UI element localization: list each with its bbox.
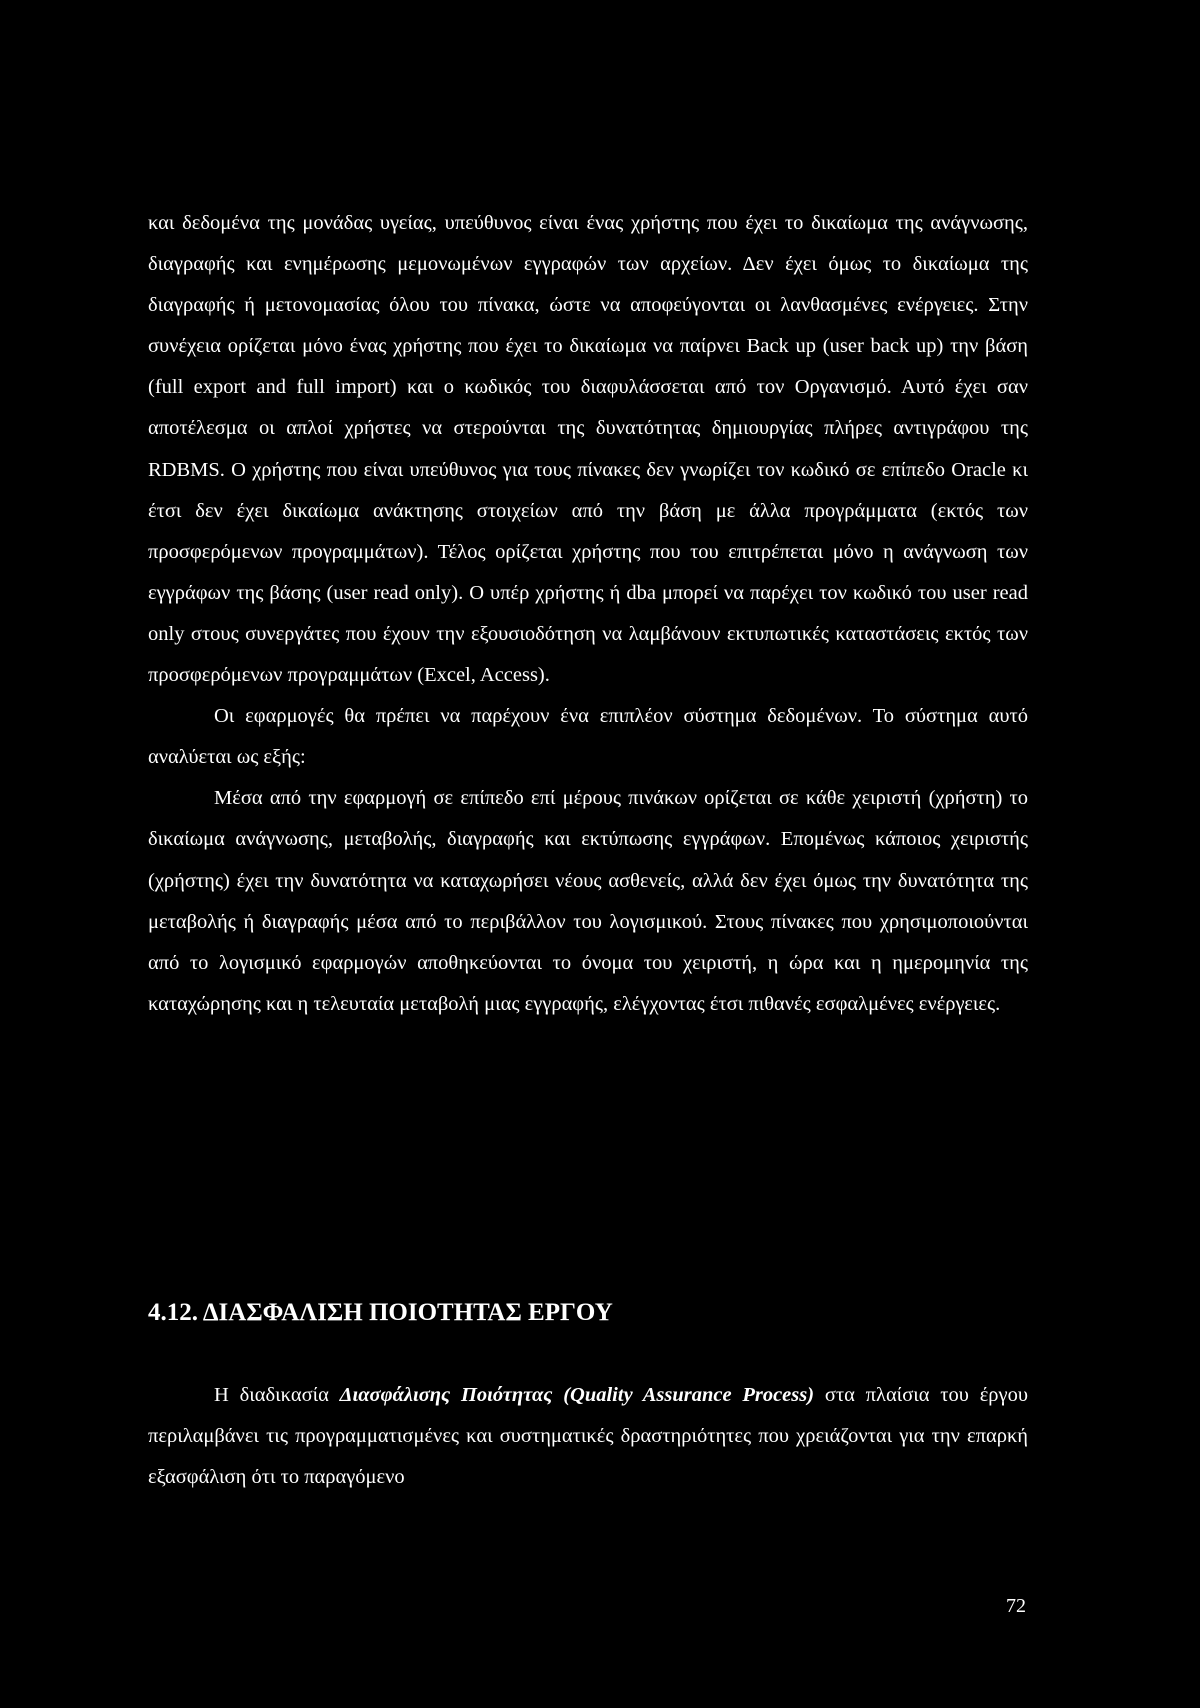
- qa-text-after: στα πλαίσια του έργου περιλαμβάνει τις προγραμματισμένες και συστηματικές δραστηριότητες που χρειάζονται για την επαρκή εξασφάλιση ότι το παραγόμενο: [148, 1384, 1028, 1489]
- qa-text-before: Η διαδικασία: [214, 1384, 340, 1406]
- section-body: [148, 1375, 1028, 1498]
- body-text: [148, 203, 1028, 1025]
- paragraph-quality-assurance: [148, 1375, 1028, 1498]
- paragraph-access-rights: και δεδομένα της μονάδας υγείας, υπεύθυνος είναι ένας χρήστης που έχει το δικαίωμα της ανάγνωσης, διαγραφής και ενημέρωσης μεμονωμένων εγγραφών των αρχείων. Δεν έχει όμως το δικαίωμα της διαγραφής ή μετονομασίας όλου του πίνακα, ώστε να αποφεύγονται οι λανθασμένες ενέργειες. Στην συνέχεια ορίζεται μόνο ένας χρήστης που έχει το δικαίωμα να παίρνει Back up (user back up) την βάση (full export and full import) και ο κωδικός του διαφυλάσσεται από τον Οργανισμό. Αυτό έχει σαν αποτέλεσμα οι απλοί χρήστες να στερούνται της δυνατότητας δημιουργίας πλήρες αντιγράφου της RDBMS. Ο χρήστης που είναι υπεύθυνος για τους πίνακες δεν γνωρίζει τον κωδικό σε επίπεδο Oracle κι έτσι δεν έχει δικαίωμα ανάκτησης στοιχείων από την βάση με άλλα προγράμματα (εκτός των προσφερόμενων προγραμμάτων). Τέλος ορίζεται χρήστης που του επιτρέπεται μόνο η ανάγνωση των εγγράφων της βάσης (user read only). Ο υπέρ χρήστης ή dba μπορεί να παρέχει τον κωδικό του user read only στους συνεργάτες που έχουν την εξουσιοδότηση να λαμβάνουν εκτυπωτικές καταστάσεις εκτός των προσφερόμενων προγραμμάτων (Excel, Access).: [148, 212, 1028, 687]
- paragraph-operator-rights: Μέσα από την εφαρμογή σε επίπεδο επί μέρους πινάκων ορίζεται σε κάθε χειριστή (χρήστη) το δικαίωμα ανάγνωσης, μεταβολής, διαγραφής και εκτύπωσης εγγράφων. Επομένως κάποιος χειριστής (χρήστης) έχει την δυνατότητα να καταχωρήσει νέους ασθενείς, αλλά δεν έχει όμως την δυνατότητα της μεταβολής ή διαγραφής μέσα από το περιβάλλον του λογισμικού. Στους πίνακες που χρησιμοποιούνται από το λογισμικό εφαρμογών αποθηκεύονται το όνομα του χειριστή, η ώρα και η ημερομηνία της καταχώρησης και η τελευταία μεταβολή μιας εγγραφής, ελέγχοντας έτσι πιθανές εσφαλμένες ενέργειες.: [148, 787, 1028, 1015]
- page-number: 72: [1006, 1595, 1026, 1617]
- section-heading: 4.12. ΔΙΑΣΦΑΛΙΣΗ ΠΟΙΟΤΗΤΑΣ ΕΡΓΟΥ: [148, 1299, 613, 1326]
- qa-term: Διασφάλισης Ποιότητας (Quality Assurance Process): [339, 1384, 815, 1406]
- paragraph-application-system: Οι εφαρμογές θα πρέπει να παρέχουν ένα επιπλέον σύστημα δεδομένων. Το σύστημα αυτό αναλύεται ως εξής:: [148, 705, 1028, 769]
